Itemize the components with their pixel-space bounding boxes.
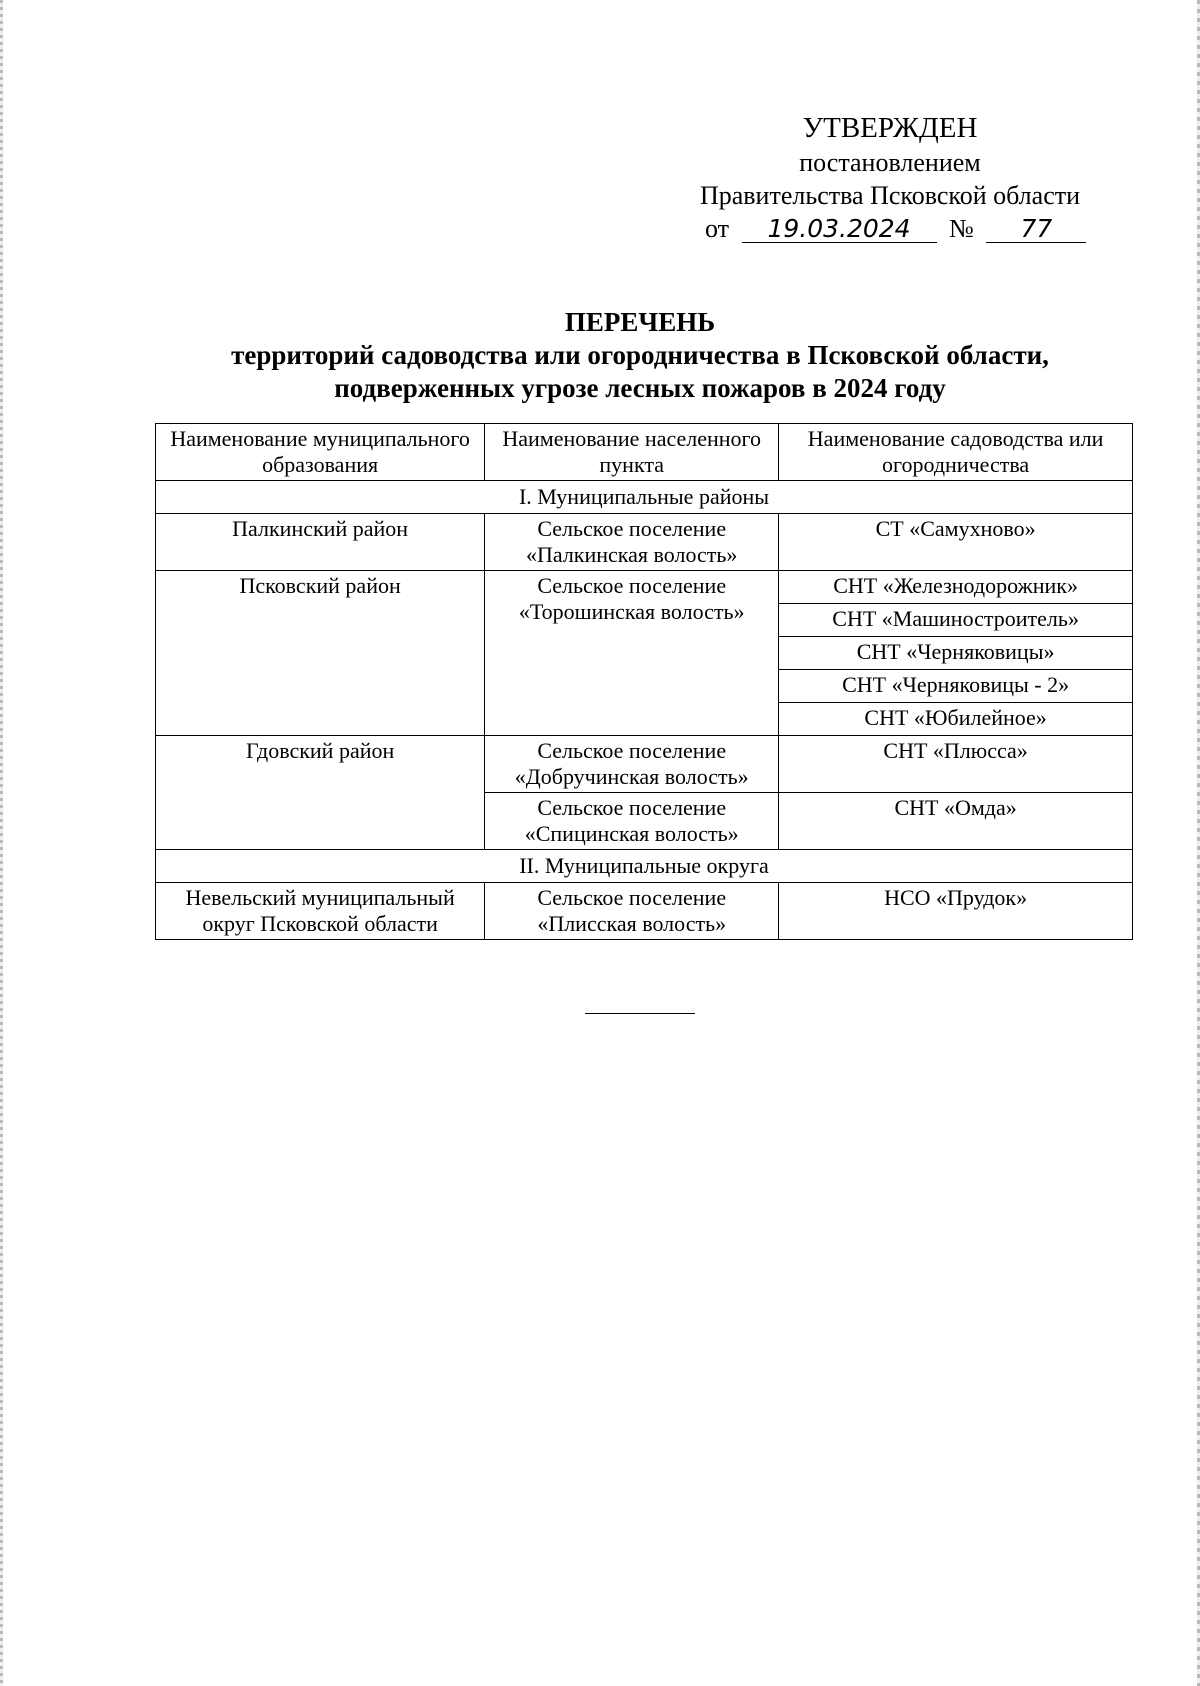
garden-item: СНТ «Черняковицы - 2» — [779, 670, 1132, 703]
garden-cell: СНТ «Плюсса» — [779, 736, 1133, 793]
settlement-cell: Сельское поселение «Палкинская волость» — [485, 514, 779, 571]
garden-item: СНТ «Машиностроитель» — [779, 604, 1132, 637]
section-row — [156, 850, 1133, 883]
settlement-cell: Сельское поселение «Торошинская волость» — [485, 571, 779, 736]
handwritten-number: 77 — [986, 216, 1086, 243]
header-garden: Наименование садоводства или огородничества — [779, 424, 1133, 481]
number-prefix: № — [949, 214, 974, 243]
document-title — [120, 306, 1160, 405]
settlement-cell: Сельское поселение «Плисская волость» — [485, 883, 779, 940]
title-line-2: подверженных угрозе лесных пожаров в 2024 году — [334, 373, 946, 403]
garden-item: СНТ «Юбилейное» — [864, 705, 1047, 730]
municipality-cell: Невельский муниципальный округ Псковской области — [156, 883, 485, 940]
header-municipality: Наименование муниципального образования — [156, 424, 485, 481]
settlement-cell: Сельское поселение «Спицинская волость» — [485, 793, 779, 850]
header-settlement: Наименование населенного пункта — [485, 424, 779, 481]
table-row — [156, 571, 1133, 736]
approval-date-line — [660, 212, 1120, 245]
section-title-okrugs: II. Муниципальные округа — [156, 850, 1133, 883]
municipality-cell: Палкинский район — [156, 514, 485, 571]
title-line-1: территорий садоводства или огородничества в Псковской области, — [231, 340, 1049, 370]
scan-edge-left — [0, 0, 3, 1686]
approval-decree-label: постановлением — [799, 148, 981, 177]
date-prefix: от — [705, 214, 730, 243]
section-row — [156, 481, 1133, 514]
approval-government: Правительства Псковской области — [699, 181, 1081, 210]
title-heading: ПЕРЕЧЕНЬ — [564, 307, 716, 337]
garden-cell: СНТ «Омда» — [779, 793, 1133, 850]
table-row — [156, 883, 1133, 940]
table-row — [156, 514, 1133, 571]
garden-list-cell — [779, 571, 1133, 736]
approval-stamp-title: УТВЕРЖДЕН — [802, 112, 978, 144]
end-of-document-line — [585, 1013, 695, 1014]
handwritten-date: 19.03.2024 — [742, 216, 937, 243]
garden-item: СНТ «Черняковицы» — [779, 637, 1132, 670]
territories-table — [155, 423, 1133, 940]
garden-cell: НСО «Прудок» — [779, 883, 1133, 940]
municipality-cell: Псковский район — [156, 571, 485, 736]
garden-cell: СТ «Самухново» — [779, 514, 1133, 571]
municipality-cell: Гдовский район — [156, 736, 485, 850]
table-header-row — [156, 424, 1133, 481]
table-row — [156, 736, 1133, 793]
approval-block — [660, 110, 1120, 245]
garden-item: СНТ «Железнодорожник» — [779, 571, 1132, 604]
settlement-cell: Сельское поселение «Добручинская волость» — [485, 736, 779, 793]
section-title-districts: I. Муниципальные районы — [156, 481, 1133, 514]
